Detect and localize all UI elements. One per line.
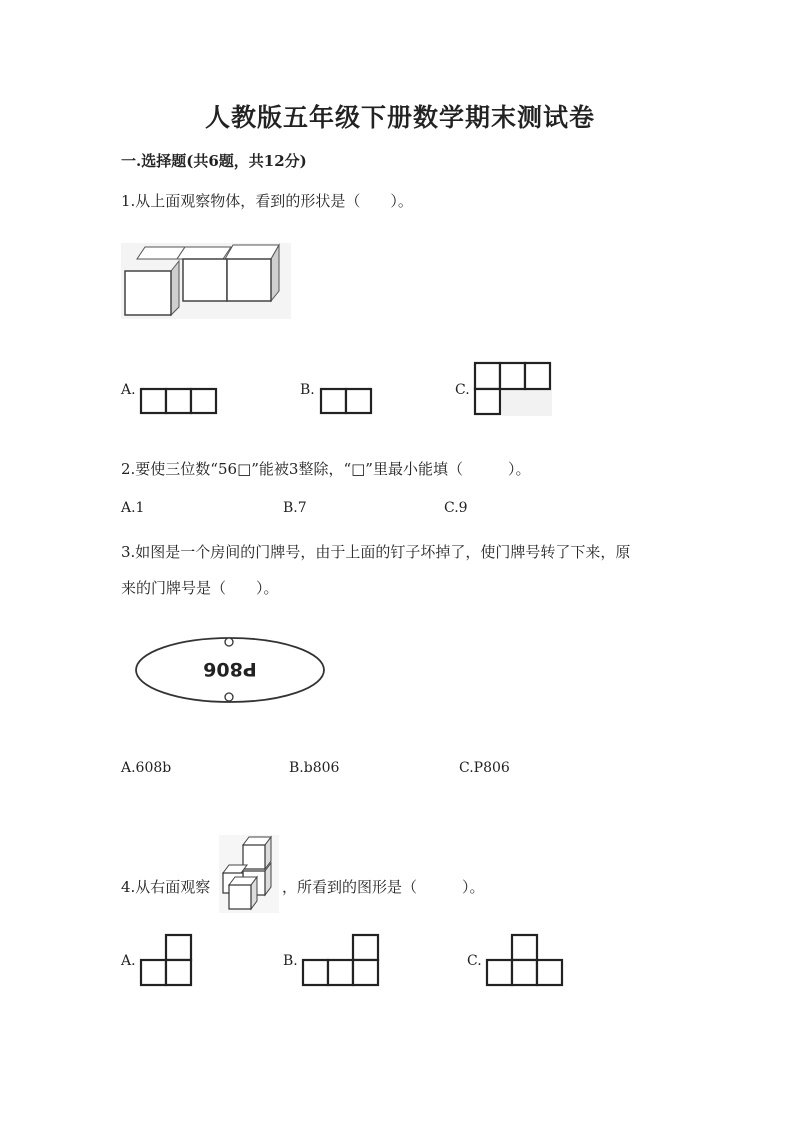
q3-option-b: B.b806 — [289, 760, 340, 776]
q1-cubes-figure — [121, 243, 291, 319]
question-3-text-line2: 来的门牌号是（ ）。 — [121, 579, 279, 597]
q1-option-c-figure — [474, 362, 554, 416]
q1-option-b-figure — [320, 388, 374, 414]
q3-door-plate-figure — [133, 634, 329, 704]
q4-option-a-label: A. — [121, 953, 136, 969]
page-title: 人教版五年级下册数学期末测试卷 — [204, 103, 595, 132]
q2-option-b: B.7 — [283, 500, 307, 516]
question-2-text: 2.要使三位数“56□”能被3整除，“□”里最小能填（ ）。 — [121, 460, 531, 478]
q4-stacked-cubes-figure — [219, 835, 279, 913]
q1-option-b-label: B. — [300, 382, 315, 398]
q1-option-a-label: A. — [121, 382, 136, 398]
q2-option-c: C.9 — [444, 500, 468, 516]
q1-option-c-label: C. — [455, 382, 470, 398]
q2-option-a: A.1 — [121, 500, 145, 516]
q1-option-a-figure — [140, 388, 218, 414]
section-heading: 一.选择题(共6题，共12分) — [121, 152, 307, 170]
q4-option-b-figure — [302, 934, 380, 988]
question-1-text: 1.从上面观察物体，看到的形状是（ ）。 — [121, 192, 413, 210]
q4-option-c-figure — [486, 934, 564, 988]
q3-option-a: A.608b — [121, 760, 172, 776]
question-3-text-line1: 3.如图是一个房间的门牌号，由于上面的钉子坏掉了，使门牌号转了下来，原 — [121, 543, 631, 561]
q3-option-c: C.P806 — [459, 760, 510, 776]
question-4-text-before: 4.从右面观察 — [121, 878, 211, 896]
q4-option-c-label: C. — [467, 953, 482, 969]
door-plate-number: P806 — [203, 658, 257, 680]
q4-option-a-figure — [140, 934, 194, 988]
question-4-text-after: ，所看到的图形是（ ）。 — [282, 878, 485, 896]
q4-option-b-label: B. — [283, 953, 298, 969]
